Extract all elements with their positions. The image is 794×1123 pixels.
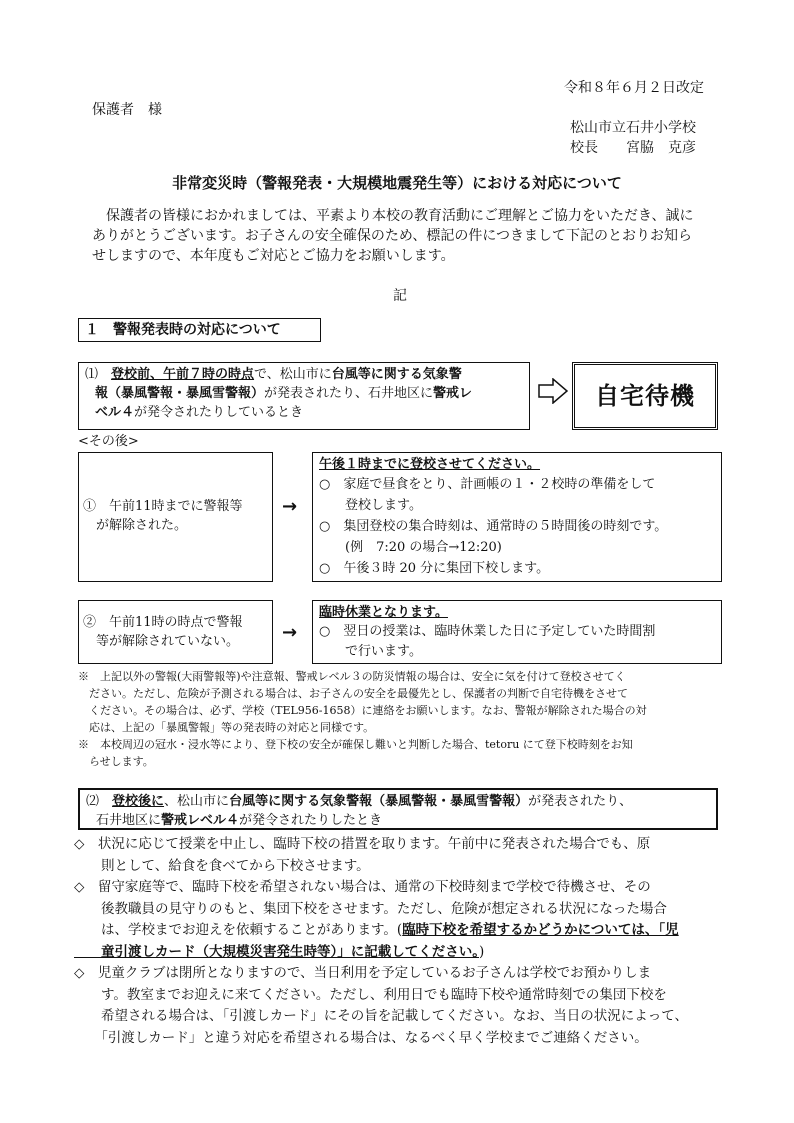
case-2-text: が発表されたり、	[528, 794, 633, 809]
intro-line: 保護者の皆様におかれましては、平素より本校の教育活動にご理解とご協力をいただき、誠に	[106, 208, 694, 224]
option-1-item: ○ 集団登校の集合時刻は、通常時の５時間後の時刻です。	[319, 519, 668, 534]
school-name: 松山市立石井小学校	[570, 120, 696, 136]
arrow-icon: →	[282, 622, 298, 643]
case-2-number: ⑵	[86, 794, 100, 809]
option-2-item: で行います。	[319, 644, 422, 659]
case-2-item: ◇ 児童クラブは閉所となりますので、当日利用を予定しているお子さんは学校でお預かりしま	[74, 965, 652, 981]
case-2-item: 「引渡しカード」と違う対応を希望される場合は、なるべく早く学校までご連絡ください。	[74, 1029, 648, 1046]
case-2-item: ◇ 留守家庭等で、臨時下校を希望されない場合は、通常の下校時刻まで学校で待機させ、その	[74, 879, 651, 895]
case-2-item: す。教室までお迎えに来てください。ただし、利用日でも臨時下校や通常時刻での集団下校を	[74, 986, 667, 1003]
case-1-warning-types: 報（暴風警報・暴風雪警報）	[95, 386, 265, 401]
case-1-alert-level: ベル４	[95, 405, 135, 420]
case-2-warning: 台風等に関する気象警報（暴風警報・暴風雪警報）	[229, 794, 529, 809]
option-2-condition: 等が解除されていない。	[83, 634, 240, 649]
case-1-alert-level: 警戒レ	[433, 386, 473, 401]
case-2-condition-box	[78, 788, 718, 830]
case-2-item: は、学校までお迎えを依頼することがあります。(	[74, 922, 403, 938]
right-arrow-icon	[538, 378, 568, 404]
note-line: らせします。	[78, 755, 154, 768]
option-1-item: ○ 午後３時 20 分に集団下校します。	[319, 561, 550, 576]
after-label: <その後>	[78, 434, 139, 449]
option-2-result-box	[312, 600, 722, 664]
case-2-text: 石井地区に	[96, 813, 162, 828]
option-1-item: (例 7:20 の場合→12:20)	[319, 540, 502, 555]
case-1-timing: 登校前、午前７時の時点	[111, 367, 255, 382]
case-2-text: が発令されたりしたとき	[239, 813, 383, 828]
case-1-text: が発表されたり、石井地区に	[264, 386, 434, 401]
case-2-emphasis: 童引渡しカード（大規模災害発生時等）」に記載してください。	[74, 943, 479, 960]
option-1-heading: 午後１時までに登校させてください。	[319, 457, 541, 472]
option-1-result-box	[312, 452, 722, 582]
notes	[78, 668, 647, 770]
option-1-item: 登校します。	[319, 498, 422, 513]
result-box	[572, 362, 718, 430]
case-2-item: )	[479, 943, 485, 960]
case-1-condition-box	[78, 362, 530, 430]
intro-paragraph	[92, 206, 693, 266]
option-1-condition-box	[78, 452, 273, 582]
note-line: 応は、上記の「暴風警報」等の発表時の対応と同様です。	[78, 721, 375, 734]
option-1-condition: ① 午前11時までに警報等	[83, 499, 243, 514]
arrow-icon: →	[282, 496, 298, 517]
case-2-text: 、松山市に	[164, 794, 230, 809]
note-line: ください。その場合は、必ず、学校（TEL956-1658）に連絡をお願いします。なお、警報が解除された場合の対	[78, 704, 647, 717]
intro-line: ありがとうございます。お子さんの安全確保のため、標記の件につきまして下記のとおりお知ら	[92, 228, 693, 244]
page-title: 非常変災時（警報発表・大規模地震発生等）における対応について	[172, 174, 622, 192]
case-2-item: 後教職員の見守りのもと、集団下校をさせます。ただし、危険が想定される状況になった場合	[74, 900, 667, 917]
revision-date: 令和８年６月２日改定	[564, 80, 704, 96]
note-line: ださい。ただし、危険が予測される場合は、お子さんの安全を最優先とし、保護者の判断で自宅待機をさせて	[78, 687, 628, 700]
case-1-text: で、松山市に	[254, 367, 332, 382]
ki-mark: 記	[393, 288, 407, 304]
option-2-condition: ② 午前11時の時点で警報	[83, 615, 243, 630]
note-line: ※ 上記以外の警報(大雨警報等)や注意報、警戒レベル３の防災情報の場合は、安全に気を付けて登校させてく	[78, 670, 626, 683]
option-1-condition: が解除された。	[83, 518, 188, 533]
case-2-item: ◇ 状況に応じて授業を中止し、臨時下校の措置を取ります。午前中に発表された場合でも、原	[74, 836, 651, 852]
option-2-condition-box	[78, 600, 273, 664]
section-1-heading: １ 警報発表時の対応について	[78, 318, 321, 342]
option-2-heading: 臨時休業となります。	[319, 605, 448, 620]
case-2-items	[74, 834, 688, 1049]
case-1-text: が発令されたりしているとき	[134, 405, 304, 420]
option-2-item: ○ 翌日の授業は、臨時休業した日に予定していた時間割	[319, 624, 656, 639]
case-2-item: 則として、給食を食べてから下校させます。	[74, 857, 370, 874]
case-1-warning: 台風等に関する気象警	[331, 367, 462, 382]
option-1-item: ○ 家庭で昼食をとり、計画帳の１・２校時の準備をして	[319, 477, 656, 492]
note-line: ※ 本校周辺の冠水・浸水等により、登下校の安全が確保し難いと判断した場合、tetoru にて登下校時刻をお知	[78, 738, 633, 751]
case-2-timing: 登校後に	[112, 794, 165, 809]
intro-line: せしますので、本年度もご対応とご協力をお願いします。	[92, 248, 455, 264]
case-1-number: ⑴	[85, 367, 99, 382]
case-2-emphasis: 臨時下校を希望するかどうかについては、「児	[402, 922, 679, 938]
recipient: 保護者 様	[92, 102, 162, 118]
case-2-item: 希望される場合は、「引渡しカード」にその旨を記載してください。なお、当日の状況によって、	[74, 1008, 688, 1024]
result-home-standby: 自宅待機	[595, 382, 695, 410]
principal-name: 校長 宮脇 克彦	[570, 140, 696, 156]
case-2-alert-level: 警戒レベル４	[161, 813, 240, 828]
